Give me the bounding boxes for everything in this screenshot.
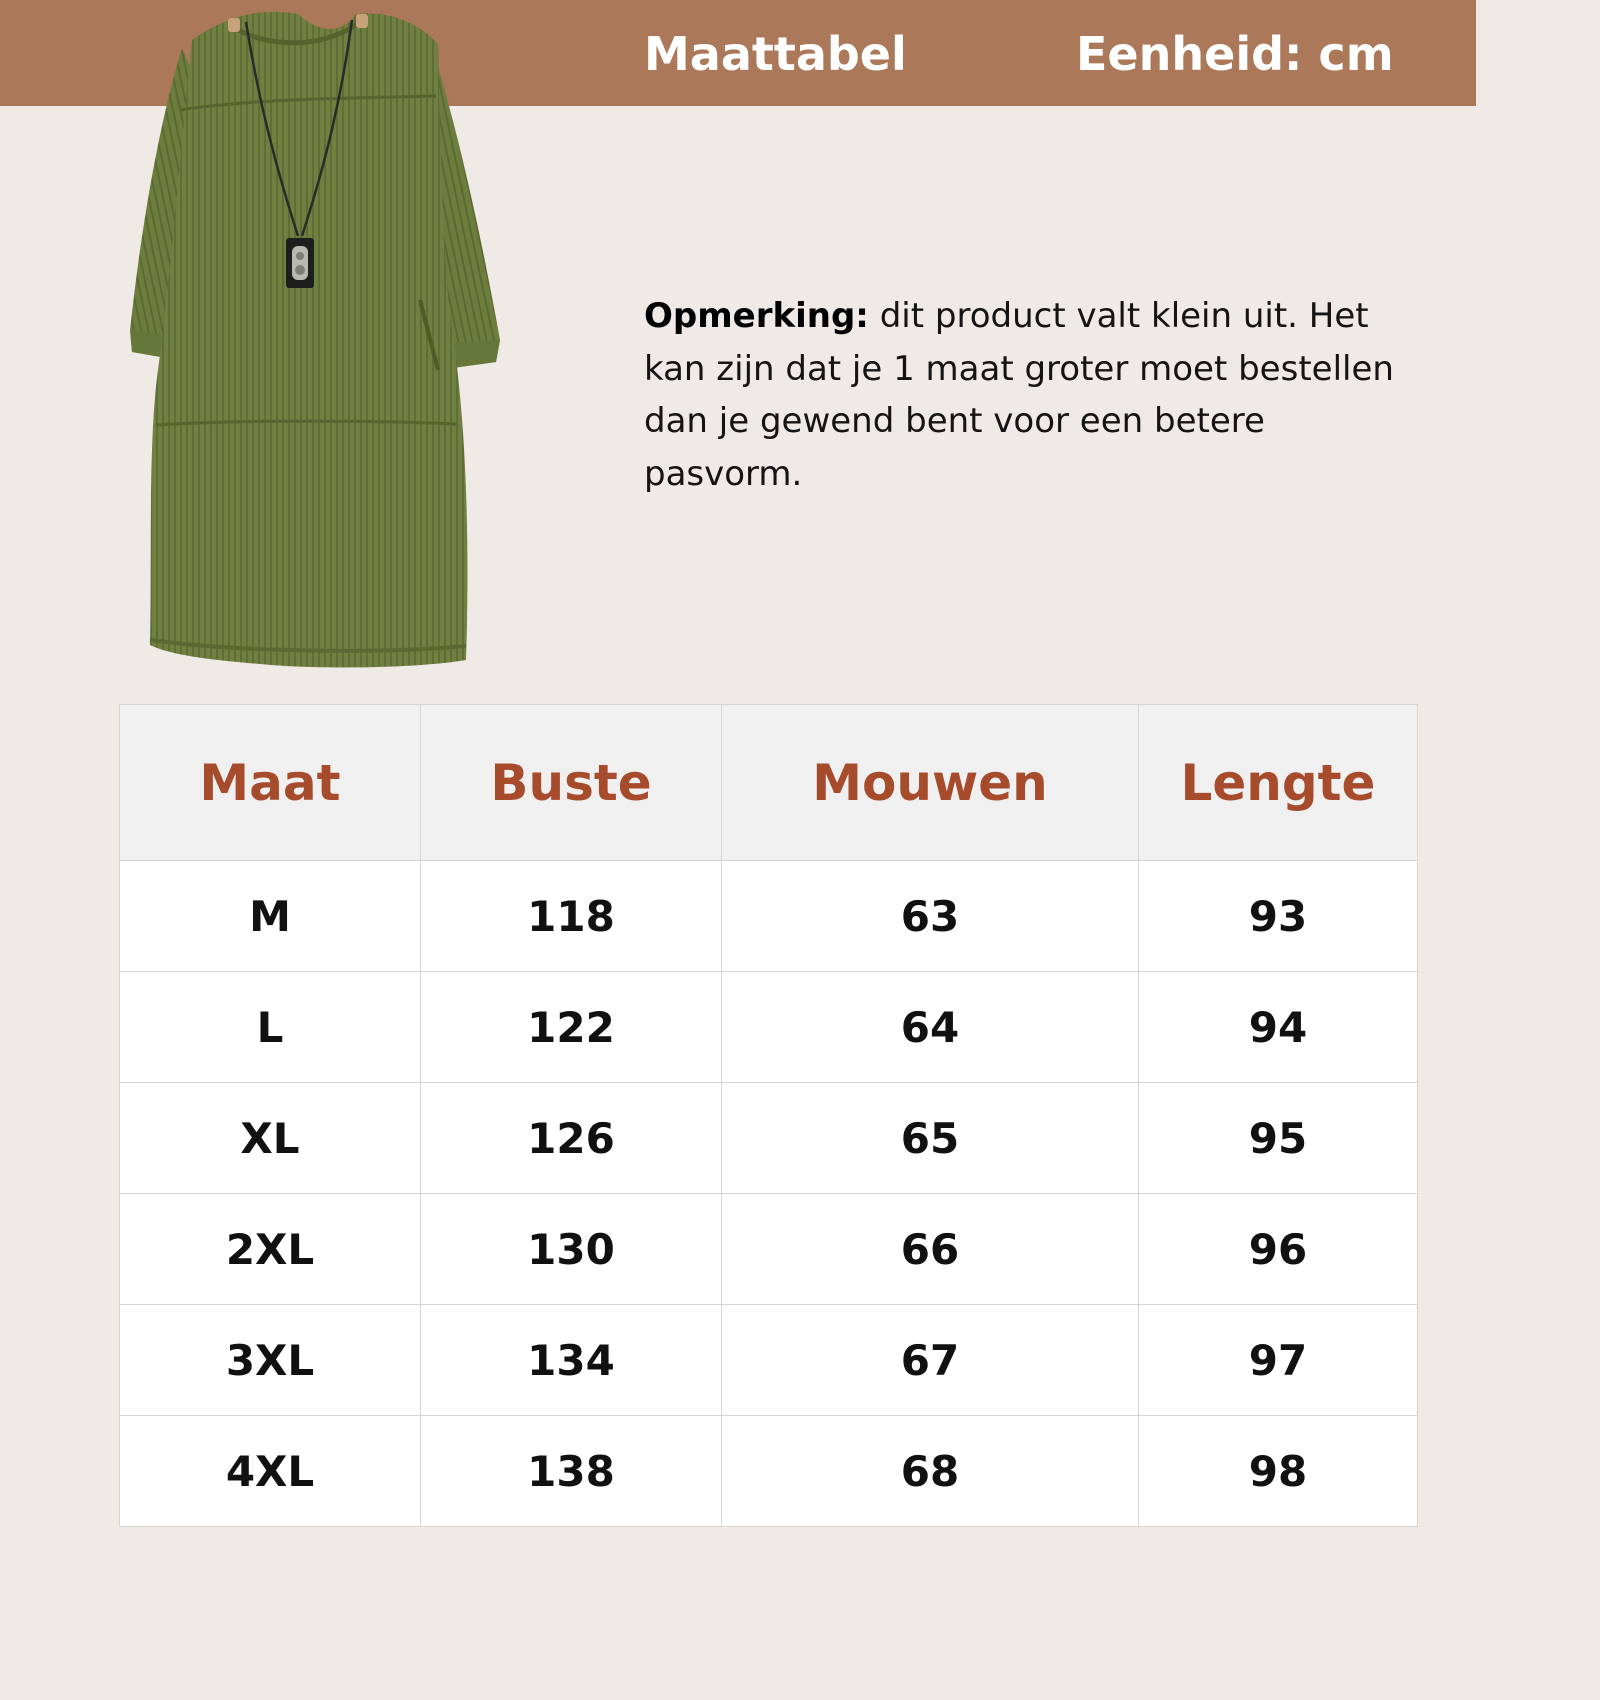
table-row <box>120 861 1418 972</box>
column-header-length: Lengte <box>1139 705 1418 861</box>
size-note <box>644 290 1434 500</box>
note-label: Opmerking: <box>644 296 869 336</box>
table-row <box>120 972 1418 1083</box>
table-row <box>120 1083 1418 1194</box>
cell-length: 95 <box>1139 1083 1418 1194</box>
column-header-sleeves: Mouwen <box>722 705 1139 861</box>
note-text: dit product valt klein uit. Het kan zijn dat je 1 maat groter moet bestellen dan je gewend bent voor een betere pasvorm. <box>644 296 1394 494</box>
cell-sleeves: 64 <box>722 972 1139 1083</box>
cell-bust: 134 <box>421 1305 722 1416</box>
cell-length: 97 <box>1139 1305 1418 1416</box>
cell-length: 96 <box>1139 1194 1418 1305</box>
cell-sleeves: 65 <box>722 1083 1139 1194</box>
table-row <box>120 1416 1418 1527</box>
table-row <box>120 1194 1418 1305</box>
cell-sleeves: 67 <box>722 1305 1139 1416</box>
cell-size: XL <box>120 1083 421 1194</box>
cell-sleeves: 66 <box>722 1194 1139 1305</box>
cell-size: 3XL <box>120 1305 421 1416</box>
cell-size: 2XL <box>120 1194 421 1305</box>
size-table <box>119 704 1418 1527</box>
cell-bust: 130 <box>421 1194 722 1305</box>
column-header-bust: Buste <box>421 705 722 861</box>
cell-length: 94 <box>1139 972 1418 1083</box>
cell-sleeves: 63 <box>722 861 1139 972</box>
table-row <box>120 1305 1418 1416</box>
table-header-row <box>120 705 1418 861</box>
cell-bust: 118 <box>421 861 722 972</box>
cell-length: 93 <box>1139 861 1418 972</box>
cell-bust: 138 <box>421 1416 722 1527</box>
cell-size: L <box>120 972 421 1083</box>
column-header-size: Maat <box>120 705 421 861</box>
cell-bust: 126 <box>421 1083 722 1194</box>
cell-length: 98 <box>1139 1416 1418 1527</box>
cell-sleeves: 68 <box>722 1416 1139 1527</box>
unit-label: Eenheid: cm <box>1076 27 1394 81</box>
page-title: Maattabel <box>644 27 907 81</box>
cell-size: 4XL <box>120 1416 421 1527</box>
cell-bust: 122 <box>421 972 722 1083</box>
dress-image <box>120 0 510 680</box>
cell-size: M <box>120 861 421 972</box>
